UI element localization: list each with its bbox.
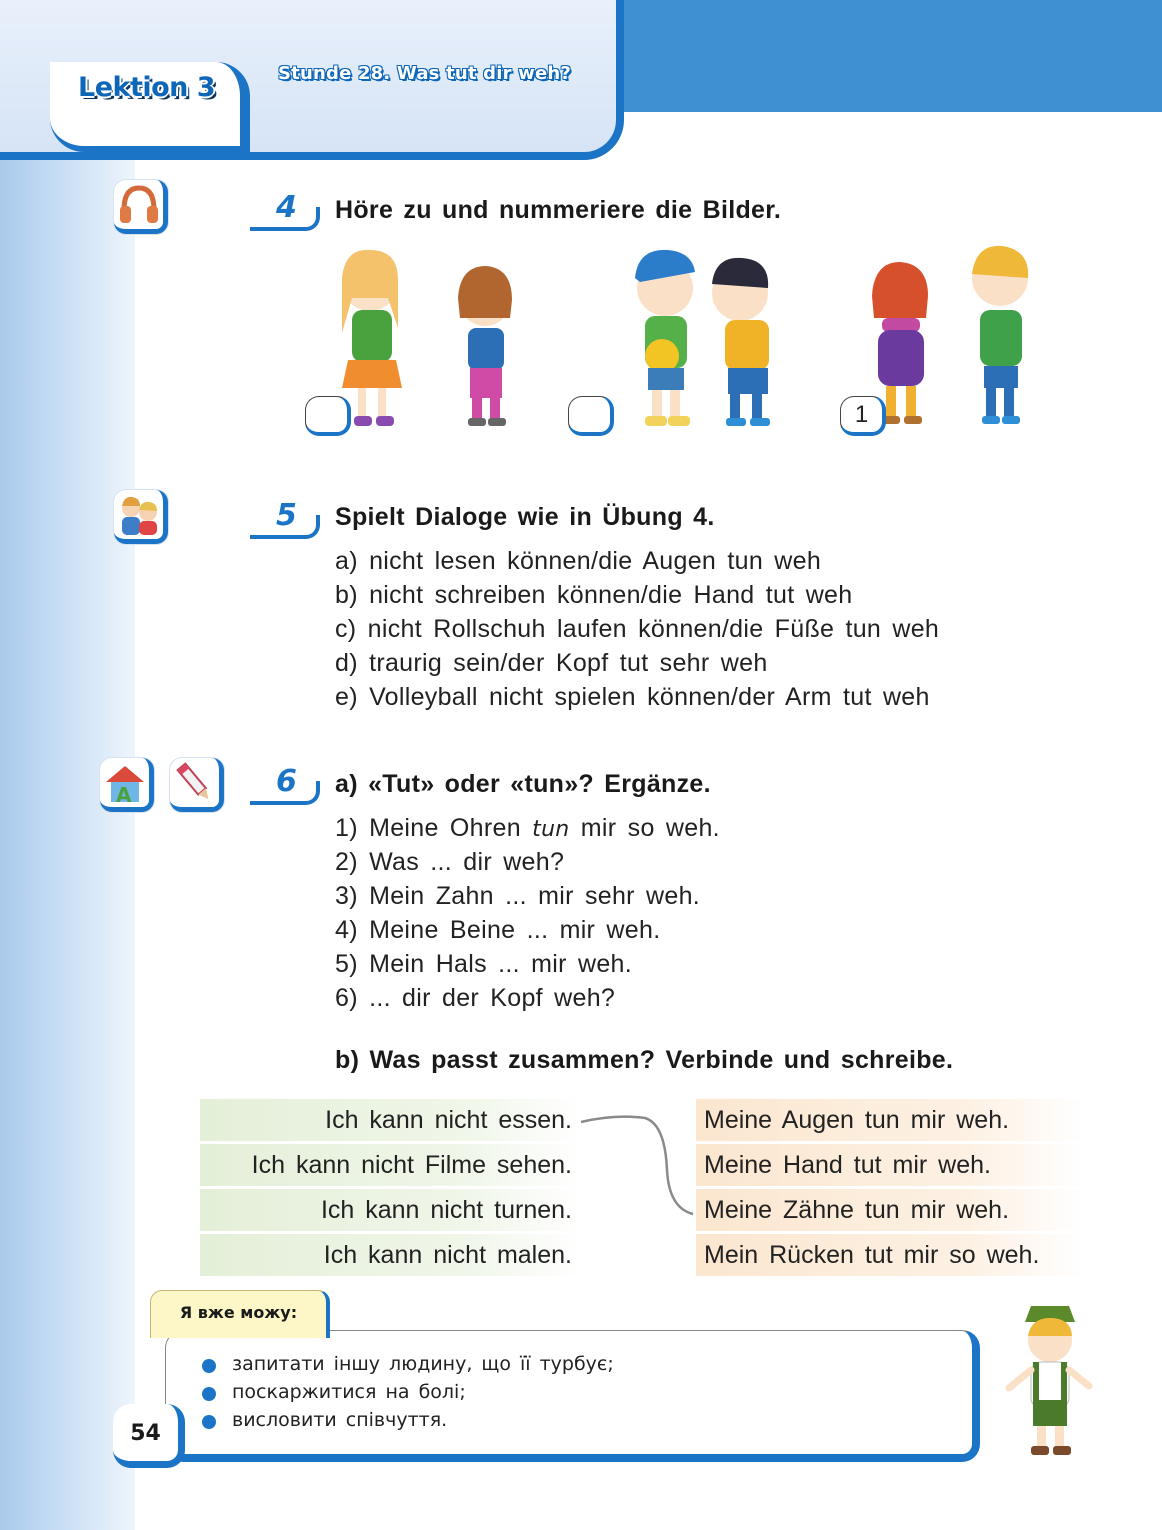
match-right-item[interactable]: Meine Zähne tun mir weh. xyxy=(696,1189,1086,1231)
match-left-item[interactable]: Ich kann nicht essen. xyxy=(200,1099,580,1141)
exercise-6a-item: 5) Mein Hals ... mir weh. xyxy=(335,950,633,978)
match-right-item[interactable]: Mein Rücken tut mir so weh. xyxy=(696,1234,1086,1276)
answer-box-picture-2[interactable] xyxy=(568,396,614,436)
exercise-5-item: a) nicht lesen können/die Augen tun weh xyxy=(335,547,822,575)
page-number: 54 xyxy=(113,1404,185,1468)
two-kids-talking-icon xyxy=(114,490,168,544)
house-letter-icon xyxy=(100,758,154,812)
kids-picture-1 xyxy=(342,250,512,426)
match-right-item[interactable]: Meine Hand tut mir weh. xyxy=(696,1144,1086,1186)
exercise-5-item: e) Volleyball nicht spielen können/der Arm tut weh xyxy=(335,683,930,711)
bullet-icon xyxy=(202,1415,216,1429)
header-band xyxy=(600,0,1162,112)
svg-text:A: A xyxy=(116,783,132,807)
exercise-6a-item-text: mir so weh. xyxy=(569,814,720,842)
kids-picture-2 xyxy=(635,250,770,426)
can-do-item: запитати іншу людину, що її турбує; xyxy=(232,1353,614,1375)
can-do-item: поскаржитися на болі; xyxy=(232,1381,466,1403)
match-left-item[interactable]: Ich kann nicht malen. xyxy=(200,1234,580,1276)
exercise-6a-title: a) «Tut» oder «tun»? Ergänze. xyxy=(335,770,711,798)
match-left-item[interactable]: Ich kann nicht turnen. xyxy=(200,1189,580,1231)
answer-box-picture-3[interactable]: 1 xyxy=(840,396,886,436)
lesson-label: Lektion 3 xyxy=(78,72,216,103)
exercise-6a-item-text: 1) Meine Ohren xyxy=(335,814,533,842)
headphones-icon xyxy=(114,180,168,234)
can-do-item: висловити співчуття. xyxy=(232,1409,448,1431)
exercise-6a-item xyxy=(335,814,720,843)
exercise-6a-item: 4) Meine Beine ... mir weh. xyxy=(335,916,661,944)
exercise-5-item: d) traurig sein/der Kopf tut sehr weh xyxy=(335,649,768,677)
boy-mascot-illustration xyxy=(995,1300,1105,1460)
exercise-6a-item: 2) Was ... dir weh? xyxy=(335,848,565,876)
handwritten-answer: tun xyxy=(532,817,570,842)
bullet-icon xyxy=(202,1359,216,1373)
answer-box-picture-1[interactable] xyxy=(305,396,351,436)
match-right-item[interactable]: Meine Augen tun mir weh. xyxy=(696,1099,1086,1141)
exercise-4-title: Höre zu und nummeriere die Bilder. xyxy=(335,196,782,224)
match-left-item[interactable]: Ich kann nicht Filme sehen. xyxy=(200,1144,580,1186)
connecting-line xyxy=(575,1110,715,1230)
exercise-5-item: b) nicht schreiben können/die Hand tut weh xyxy=(335,581,853,609)
bullet-icon xyxy=(202,1387,216,1401)
can-do-label: Я вже можу: xyxy=(150,1290,330,1338)
kids-picture-3 xyxy=(872,246,1028,424)
exercise-4-number: 4 xyxy=(276,190,297,225)
exercise-5-number: 5 xyxy=(276,498,297,533)
exercise-6a-item: 6) ... dir der Kopf weh? xyxy=(335,984,616,1012)
pencil-icon xyxy=(170,758,224,812)
exercise-6a-item: 3) Mein Zahn ... mir sehr weh. xyxy=(335,882,701,910)
lesson-subtitle: Stunde 28. Was tut dir weh? xyxy=(278,63,572,84)
exercise-5-item: c) nicht Rollschuh laufen können/die Füße tun weh xyxy=(335,615,940,643)
exercise-6b-title: b) Was passt zusammen? Verbinde und schreibe. xyxy=(335,1046,954,1074)
exercise-5-title: Spielt Dialoge wie in Übung 4. xyxy=(335,503,715,531)
exercise-6-number: 6 xyxy=(276,764,297,799)
exercise-4-illustration xyxy=(300,238,1060,448)
